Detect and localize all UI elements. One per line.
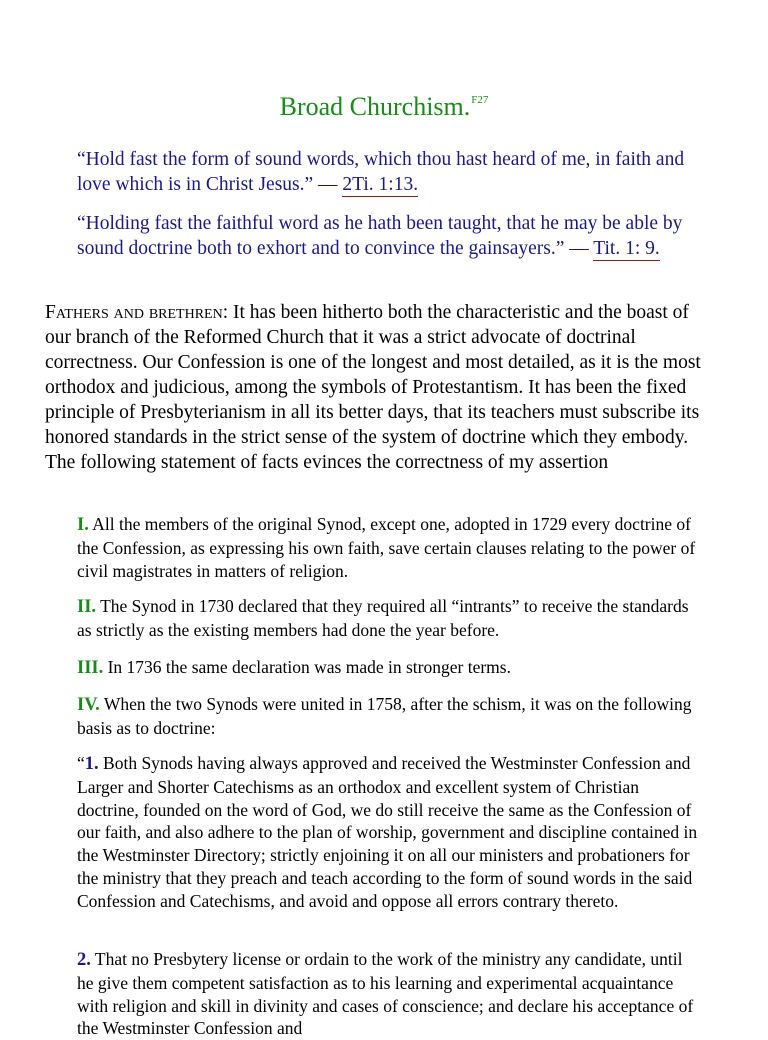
item-text: All the members of the original Synod, except one, adopted in 1729 every doctrine of the Confession, as expressing his own faith, save certain clauses relating to the power of civil magistrates in matters of religion. [77,514,696,581]
list-item-iv [77,693,702,740]
quoted-point-2 [77,948,702,1040]
item-number: I. [77,515,89,535]
item-text: In 1736 the same declaration was made in stronger terms. [103,657,511,677]
point-text: Both Synods having always approved and received the Westminster Confession and Larger and Shorter Catechisms as an orthodox and excellent system of Christian doctrine, founded on the word of God, we do still receive the same as the Confession of our faith, and also adhere to the plan of worship, government and discipline contained in the Westminster Directory; strictly enjoining it on all our ministers and probationers for the ministry that they preach and teach according to the form of sound words in the said Confession and Catechisms, and avoid and oppose all errors contrary thereto. [77,753,698,911]
list-item-iii [77,656,702,680]
quoted-point-1 [77,752,702,913]
list-item-ii [77,595,702,642]
intro-text: : It has been hitherto both the characteristic and the boast of our branch of the Reformed Church that it was a strict advocate of doctrinal correctness. Our Confession is one of the longest and most detailed, as it is the most orthodox and judicious, among the symbols of Protestantism. It has been the fixed principle of Presbyterianism in all its better days, that its teachers must subscribe its honored standards in the strict sense of the system of doctrine which they embody. The following statement of facts evinces the correctness of my assertion [45,302,701,473]
page-title [0,84,768,123]
footnote-ref-link[interactable]: F27 [471,94,489,106]
point-number: 1. [84,754,99,774]
epigraph-2 [77,212,692,261]
epigraph-2-text: “Holding fast the faithful word as he hath been taught, that he may be able by sound doctrine both to exhort and to convince the gainsayers.” — [77,213,683,259]
item-number: IV. [77,695,100,715]
list-item-i [77,513,702,582]
item-text: When the two Synods were united in 1758, after the schism, it was on the following basis as to doctrine: [77,694,692,738]
title-text: Broad Churchism. [279,92,471,121]
epigraph-1-text: “Hold fast the form of sound words, which thou hast heard of me, in faith and love which is in Christ Jesus.” — [77,149,685,195]
intro-paragraph [45,300,715,475]
point-text: That no Presbytery license or ordain to the work of the ministry any candidate, until he give them competent satisfaction as to his learning and experimental acquaintance with religion and skill in divinity and cases of conscience; and declare his acceptance of the Westminster Confession and [77,949,694,1039]
item-text: The Synod in 1730 declared that they required all “intrants” to receive the standards as strictly as the existing members had done the year before. [77,596,689,640]
scripture-link-2ti[interactable]: 2Ti. 1:13. [342,173,419,195]
point-number: 2. [77,950,91,970]
open-quote: “ [77,753,85,773]
epigraph-1 [77,148,692,197]
salutation: Fathers and brethren [45,302,223,323]
item-number: III. [77,658,104,678]
scripture-link-tit[interactable]: Tit. 1: 9. [593,237,660,259]
item-number: II. [77,597,97,617]
